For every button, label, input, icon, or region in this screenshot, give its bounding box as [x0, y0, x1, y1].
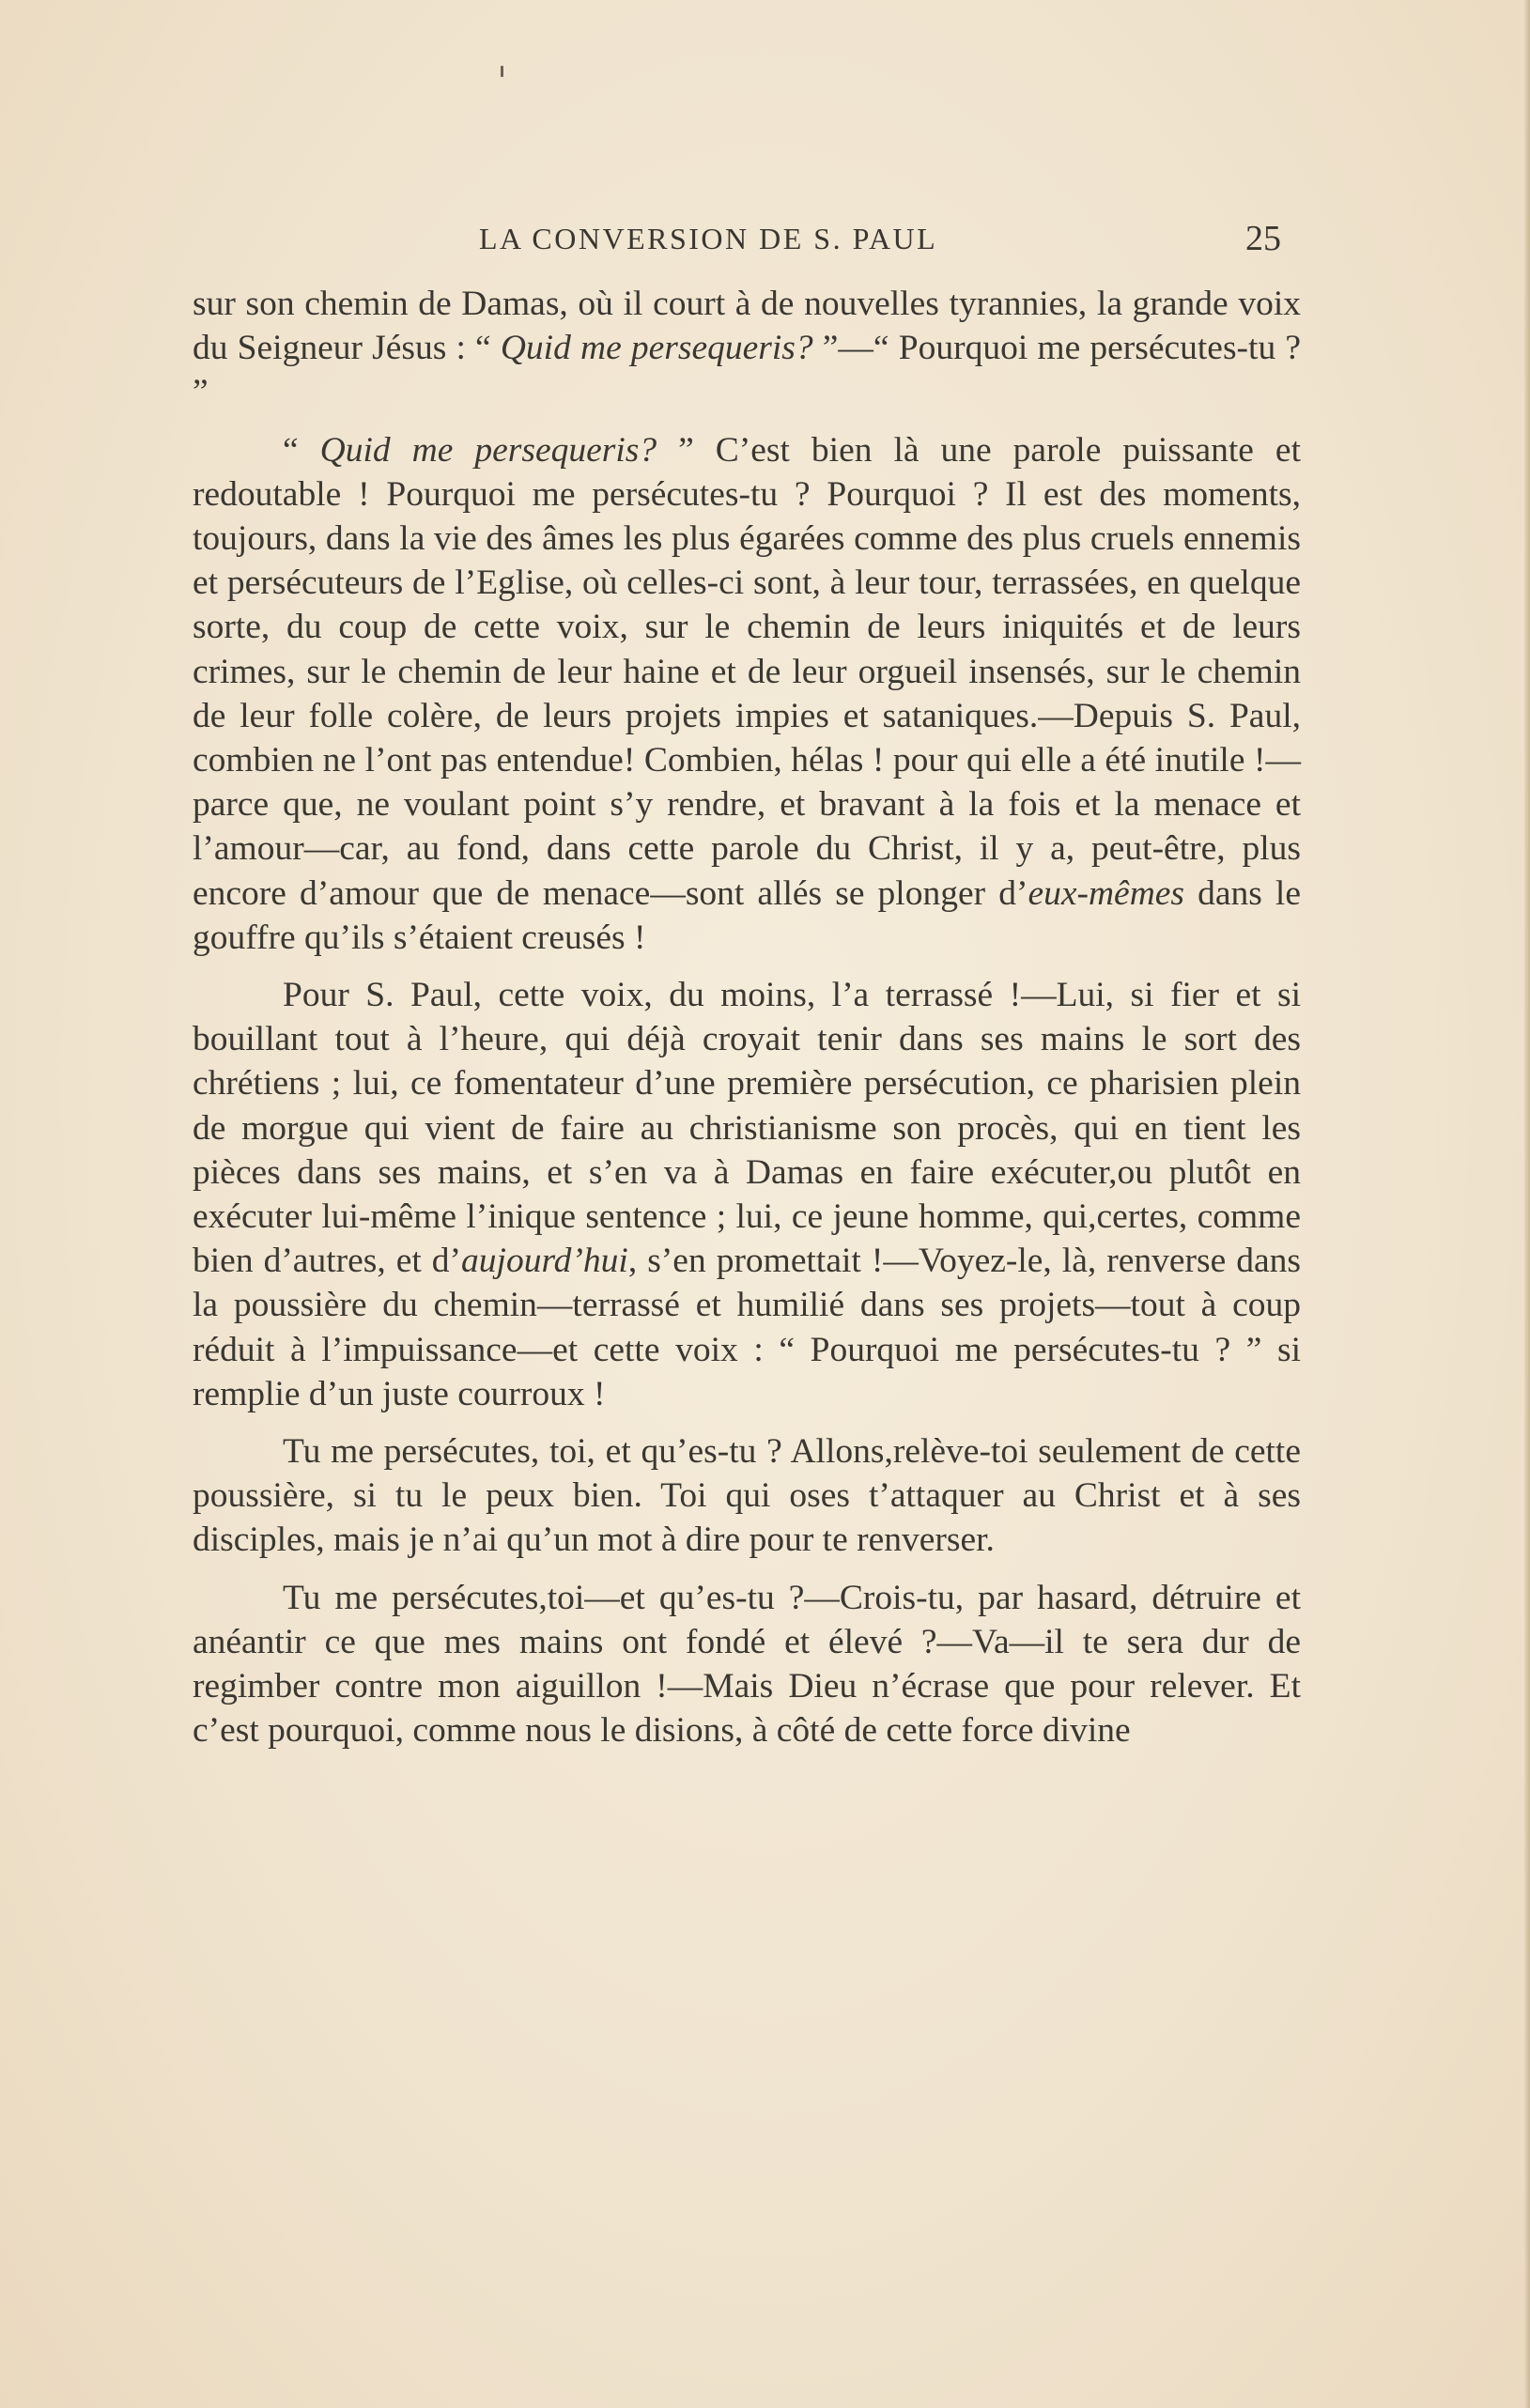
paragraph-2-text-end: dans le gouffre qu’ils s’étaient creusés !: [193, 873, 1301, 957]
paragraph-1-text-end: ”—“ Pourquoi me persécutes-tu ? ”: [193, 329, 1302, 412]
paragraph-4: [193, 1429, 1301, 1563]
paragraph-3-text-end: , s’en promettait !—Voyez-le, là, renverse dans la poussière du chemin—terrassé et humilié dans ses projets—tout à coup réduit à l’impuissance—et cette voix : “ Pourquoi me persécutes-tu ? ” si remplie d’un juste courroux !: [193, 1242, 1301, 1413]
italic-phrase: eux-mêmes: [1028, 873, 1185, 913]
latin-quote: Quid me persequeris?: [319, 430, 657, 470]
page-edge-shadow: [1524, 0, 1530, 2408]
body-text: [193, 282, 1301, 1753]
paragraph-2: [193, 428, 1301, 960]
paragraph-2-open-quote: “: [283, 430, 320, 470]
running-title: LA CONVERSION DE S. PAUL: [479, 222, 938, 255]
paragraph-1-text: sur son chemin de Damas, où il court à de nouvelles tyrannies, la grande voix du Seigneur Jésus : “: [193, 285, 1301, 368]
running-header: [0, 219, 1530, 259]
italic-phrase: aujourd’hui: [461, 1242, 628, 1281]
paragraph-5-text: Tu me persécutes,toi—et qu’es-tu ?—Crois-tu, par hasard, détruire et anéantir ce que mes mains ont fondé et élevé ?—Va—il te sera dur de regimber contre mon aiguillon !—Mais Dieu n’écrase que pour relever. Et c’est pourquoi, comme nous le disions, à côté de cette force divine: [193, 1578, 1301, 1751]
paragraph-5: [193, 1576, 1301, 1753]
paragraph-1: [193, 282, 1301, 415]
latin-quote: Quid me persequeris?: [500, 329, 813, 368]
paragraph-3-text: Pour S. Paul, cette voix, du moins, l’a terrassé !—Lui, si fier et si bouillant tout à l’heure, qui déjà croyait tenir dans ses mains le sort des chrétiens ; lui, ce fomentateur d’une première persécution, ce pharisien plein de morgue qui vient de faire au christianisme son procès, qui en tient les pièces dans ses mains, et s’en va à Damas en faire exécuter,ou plutôt en exécuter lui-même l’inique sentence ; lui, ce jeune homme, qui,certes, comme bien d’autres, et d’: [193, 976, 1301, 1281]
page-number: 25: [1245, 219, 1281, 258]
paragraph-4-text: Tu me persécutes, toi, et qu’es-tu ? Allons,relève-toi seulement de cette poussière, si tu le peux bien. Toi qui oses t’attaquer au Christ et à ses disciples, mais je n’ai qu’un mot à dire pour te renverser.: [193, 1432, 1301, 1560]
paragraph-2-text: ” C’est bien là une parole puissante et redoutable ! Pourquoi me persécutes-tu ? Pourquoi ? Il est des moments, toujours, dans la vie des âmes les plus égarées comme des plus cruels ennemis et persécuteurs de l’Eglise, où celles-ci sont, à leur tour, terrassées, en quelque sorte, du coup de cette voix, sur le chemin de leurs iniquités et de leurs crimes, sur le chemin de leur haine et de leur orgueil insensés, sur le chemin de leur folle colère, de leurs projets impies et sataniques.—Depuis S. Paul, combien ne l’ont pas entendue! Combien, hélas ! pour qui elle a été inutile !—parce que, ne voulant point s’y rendre, et bravant à la fois et la menace et l’amour—car, au fond, dans cette parole du Christ, il y a, peut-être, plus encore d’amour que de menace—sont allés se plonger d’: [193, 430, 1301, 913]
paragraph-3: [193, 973, 1301, 1416]
print-speck: [501, 66, 503, 77]
